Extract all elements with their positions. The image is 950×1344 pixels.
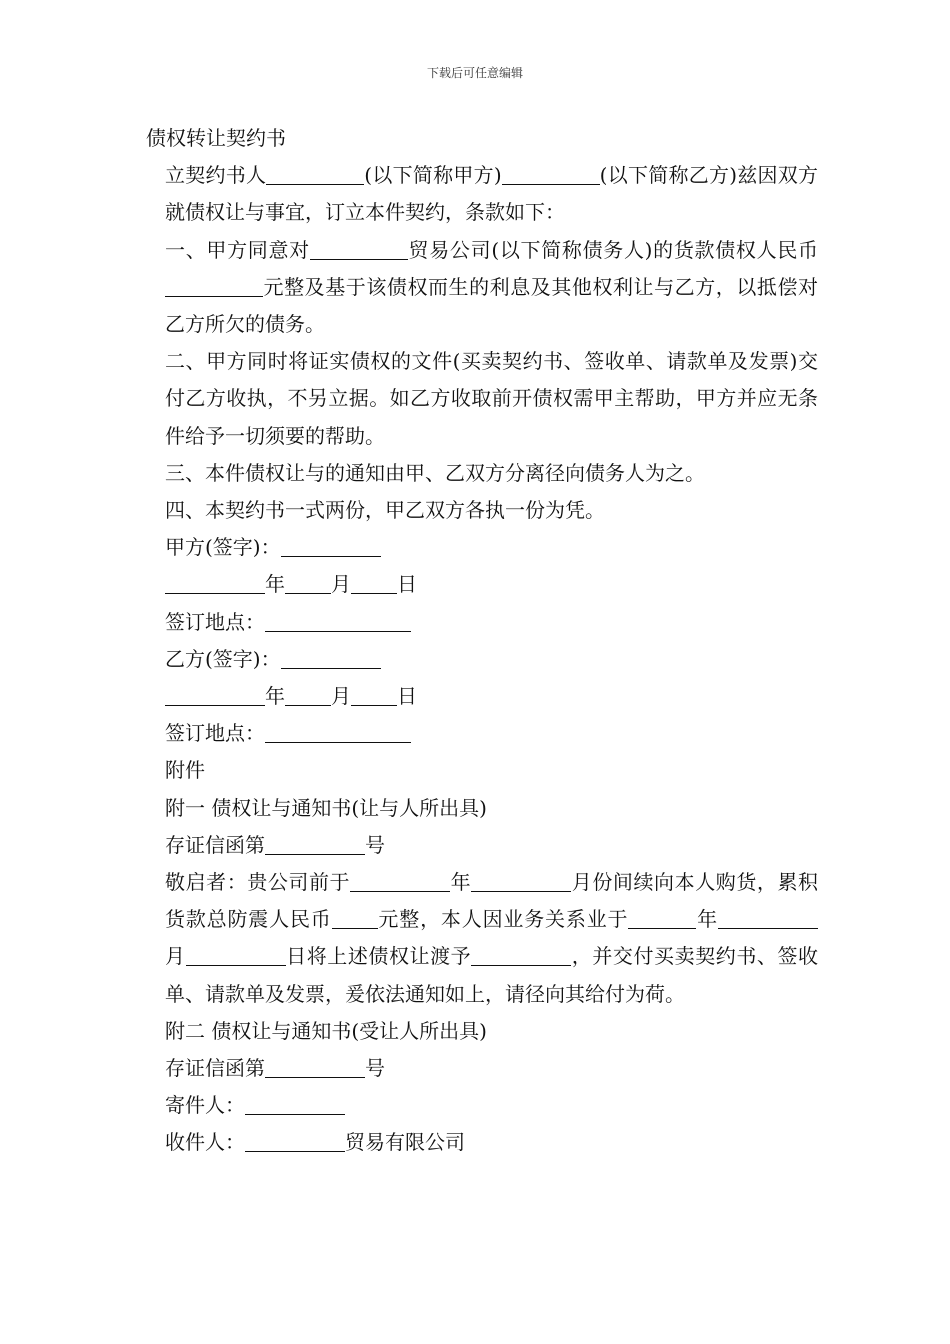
document-title: 债权转让契约书 [146,126,286,150]
date-line-b: 年 月 日 [146,678,818,715]
blank-party-b [502,163,600,185]
blank-letter-no-1 [265,833,365,855]
signature-party-b: 乙方(签字)： [146,641,818,678]
blank-letter-month [471,870,571,892]
place-line-a: 签订地点： [146,604,818,641]
blank-receiver [245,1130,345,1152]
attachment-2-title: 附二 债权让与通知书(受让人所出具) [165,1018,487,1043]
certified-letter-no-1: 存证信函第 号 [165,832,385,857]
blank-day-a [351,572,397,594]
sender-line: 寄件人： [146,1087,818,1124]
blank-sender [245,1093,345,1115]
blank-transferee [471,944,571,966]
blank-letter-no-2 [265,1056,365,1078]
date-line-a: 年 月 日 [146,566,818,603]
notice-letter-body: 敬启者：贵公司前于 年 月份间续向本人购货，累积货款总防震人民币 元整，本人因业务关系业于 年月 日将上述债权让渡予 ，并交付买卖契约书、签收单、请款单及发票，爰依法通知如上，请径向其给付为荷。 [165,870,819,1006]
blank-place-b [265,721,411,743]
blank-year-a [165,572,265,594]
blank-place-a [265,610,411,632]
blank-month-a [285,572,331,594]
signature-party-a: 甲方(签字)： [146,529,818,566]
blank-signature-a [281,535,381,557]
paragraph-parties: 立契约书人 (以下简称甲方) (以下简称乙方)兹因双方就债权让与事宜，订立本件契约，条款如下： [165,163,819,225]
certified-letter-no-2: 存证信函第 号 [165,1056,385,1081]
attachment-heading: 附件 [165,758,205,783]
blank-company [310,238,408,260]
blank-party-a [266,163,364,185]
blank-transfer-month [718,907,818,929]
blank-letter-year [350,870,450,892]
blank-signature-b [281,647,381,669]
blank-transfer-day [186,944,286,966]
paragraph-clause-4: 四、本契约书一式两份，甲乙双方各执一份为凭。 [165,498,605,523]
document-body [146,120,818,1162]
paragraph-clause-1: 一、甲方同意对 贸易公司(以下简称债务人)的货款债权人民币元整及基于该债权而生的利息及其他权利让与乙方，以抵偿对乙方所欠的债务。 [165,237,819,337]
paragraph-clause-2: 二、甲方同时将证实债权的文件(买卖契约书、签收单、请款单及发票)交付乙方收执，不另立据。如乙方收取前开债权需甲主帮助，甲方并应无条件给予一切须要的帮助。 [165,349,818,448]
page-header: 下载后可任意编辑 [426,66,523,80]
paragraph-clause-3: 三、本件债权让与的通知由甲、乙双方分离径向债务人为之。 [165,460,705,485]
attachment-1-title: 附一 债权让与通知书(让与人所出具) [165,795,487,820]
blank-month-b [285,684,331,706]
place-line-b: 签订地点： [146,715,818,752]
receiver-line: 收件人： 贸易有限公司 [165,1130,465,1155]
blank-transfer-year [628,907,696,929]
blank-amount [165,275,263,297]
blank-letter-amount [332,907,378,929]
blank-year-b [165,684,265,706]
blank-day-b [351,684,397,706]
